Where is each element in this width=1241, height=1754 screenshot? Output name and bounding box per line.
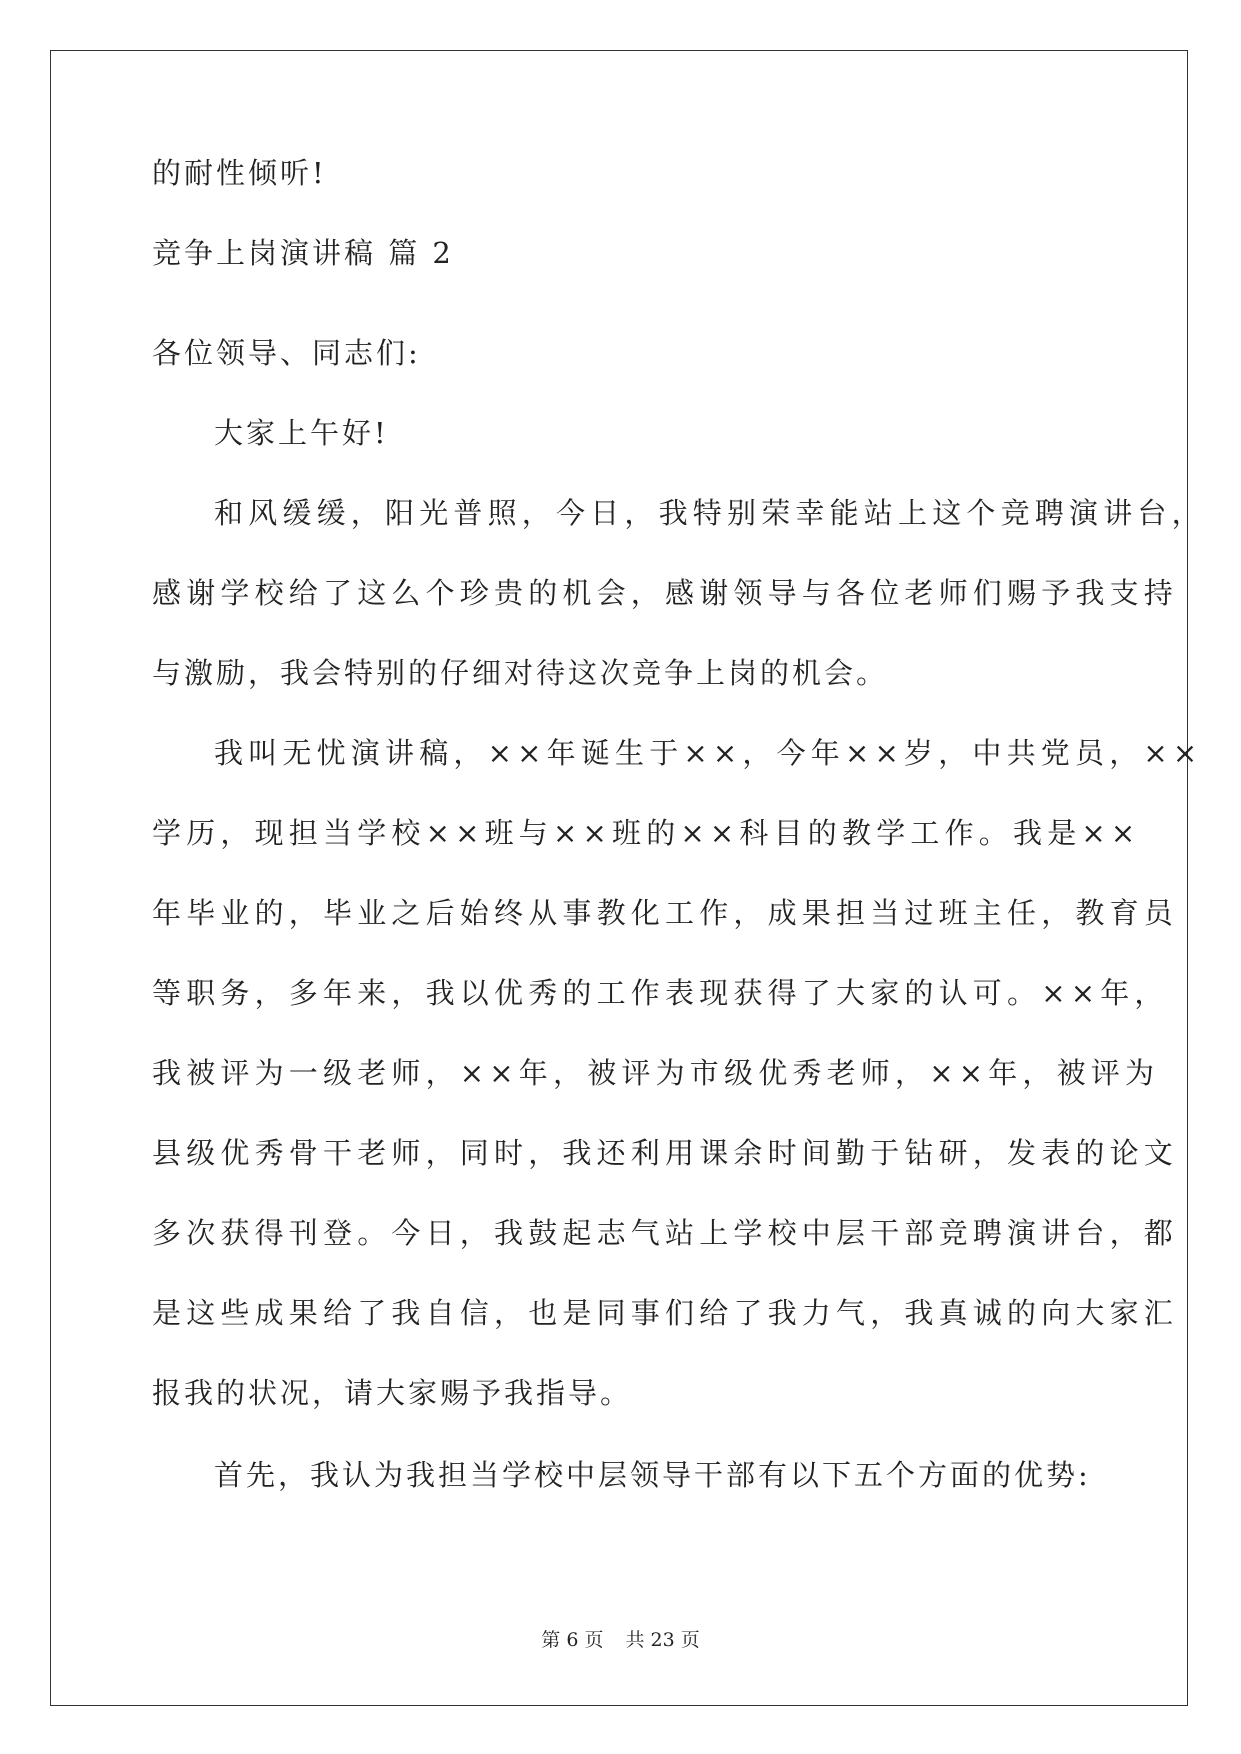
- paragraph-2-line-5: 我被评为一级老师，××年，被评为市级优秀老师，××年，被评为: [152, 1056, 1160, 1090]
- paragraph-2-line-3: 年毕业的，毕业之后始终从事教化工作，成果担当过班主任，教育员: [152, 896, 1179, 930]
- paragraph-3-line-1: 首先，我认为我担当学校中层领导干部有以下五个方面的优势:: [214, 1458, 1091, 1492]
- paragraph-2-line-7: 多次获得刊登。今日，我鼓起志气站上学校中层干部竞聘演讲台，都: [152, 1216, 1179, 1250]
- page-footer: [0, 1628, 1241, 1652]
- paragraph-2-line-4: 等职务，多年来，我以优秀的工作表现获得了大家的认可。××年，: [152, 976, 1169, 1010]
- page-total: 共 23 页: [625, 1629, 700, 1651]
- paragraph-2-line-2: 学历，现担当学校××班与××班的××科目的教学工作。我是××: [152, 816, 1141, 850]
- paragraph-1-line-3: 与激励，我会特别的仔细对待这次竞争上岗的机会。: [152, 656, 889, 690]
- paragraph-1-line-2: 感谢学校给了这么个珍贵的机会，感谢领导与各位老师们赐予我支持: [152, 576, 1179, 610]
- section-heading: 竞争上岗演讲稿 篇 2: [152, 236, 454, 270]
- text-line-1: 的耐性倾听!: [152, 156, 327, 190]
- salutation: 各位领导、同志们:: [152, 336, 421, 370]
- paragraph-1-line-1: 和风缓缓，阳光普照，今日，我特别荣幸能站上这个竞聘演讲台，: [214, 496, 1206, 530]
- paragraph-2-line-1: 我叫无忧演讲稿，××年诞生于××，今年××岁，中共党员，××: [214, 736, 1203, 770]
- page-number: 第 6 页: [541, 1629, 604, 1651]
- paragraph-2-line-8: 是这些成果给了我自信，也是同事们给了我力气，我真诚的向大家汇: [152, 1296, 1179, 1330]
- paragraph-2-line-9: 报我的状况，请大家赐予我指导。: [152, 1376, 633, 1410]
- greeting: 大家上午好!: [214, 416, 389, 450]
- paragraph-2-line-6: 县级优秀骨干老师，同时，我还利用课余时间勤于钻研，发表的论文: [152, 1136, 1179, 1170]
